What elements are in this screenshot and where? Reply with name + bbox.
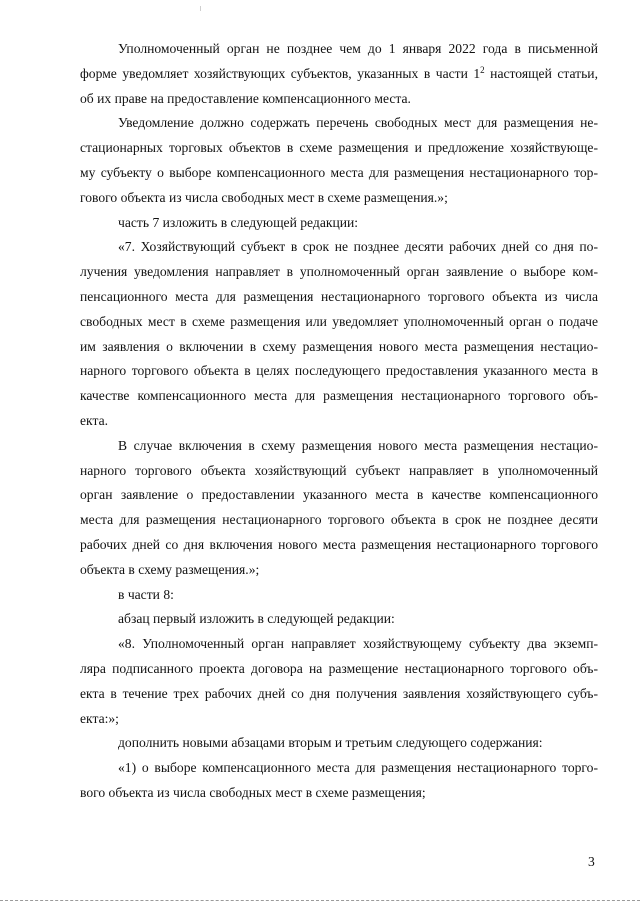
text-line: вого объекта из числа свободных мест в схеме размещения; <box>80 784 426 800</box>
text-line: места для размещения нестационарного торгового объекта в срок не позднее десяти <box>80 512 598 528</box>
text-line: екта в течение трех рабочих дней со дня получения заявления хозяйствующего субъ- <box>80 685 598 701</box>
text-line: му субъекту о выборе компенсационного места для размещения нестационарного тор- <box>80 164 598 180</box>
text-line <box>80 62 598 87</box>
paragraph <box>80 235 598 433</box>
paragraph <box>80 111 598 210</box>
text-line-part: настоящей статьи, <box>484 65 598 81</box>
paragraph <box>80 731 598 756</box>
text-line-part: форме уведомляет хозяйствующих субъектов, указанных в части 1 <box>80 65 481 81</box>
paragraph <box>80 632 598 731</box>
page-number: 3 <box>588 854 595 869</box>
text-line: «8. Уполномоченный орган направляет хозяйствующему субъекту два экземп- <box>118 636 598 652</box>
scan-mark <box>200 6 201 11</box>
scan-edge-line <box>0 900 640 901</box>
text-line: пенсационного места для размещения нестационарного торгового объекта из числа <box>80 288 598 304</box>
text-line: стационарных торговых объектов в схеме размещения и предложение хозяйствующе- <box>80 140 598 156</box>
text-line: Уполномоченный орган не позднее чем до 1 января 2022 года в письменной <box>118 41 598 56</box>
paragraph <box>80 583 598 608</box>
paragraph <box>80 756 598 806</box>
text-line: «7. Хозяйствующий субъект в срок не позднее десяти рабочих дней со дня по- <box>118 239 598 255</box>
document-body <box>80 37 598 806</box>
superscript: 2 <box>480 64 485 75</box>
text-line: ляра подписанного проекта договора на размещение нестационарного торгового объ- <box>80 660 598 676</box>
text-line: Уведомление должно содержать перечень свободных мест для размещения не- <box>118 115 598 131</box>
text-line: часть 7 изложить в следующей редакции: <box>118 214 359 230</box>
paragraph <box>80 434 598 583</box>
text-line: нарного торгового объекта хозяйствующий субъект направляет в уполномоченный <box>80 462 598 478</box>
text-line: в части 8: <box>118 586 174 602</box>
paragraph <box>80 607 598 632</box>
text-line: В случае включения в схему размещения нового места размещения нестацио- <box>118 437 598 453</box>
text-line: екта:»; <box>80 710 119 726</box>
text-line: екта. <box>80 412 108 428</box>
text-line: рабочих дней со дня включения нового места размещения нестационарного торгового <box>80 536 598 552</box>
text-line: дополнить новыми абзацами вторым и третьим следующего содержания: <box>118 735 543 751</box>
text-line: качестве компенсационного места для размещения нестационарного торгового объ- <box>80 388 598 404</box>
text-line: абзац первый изложить в следующей редакции: <box>118 611 395 627</box>
text-line: лучения уведомления направляет в уполномоченный орган заявление о выборе ком- <box>80 264 598 280</box>
text-line: объекта в схему размещения.»; <box>80 561 260 577</box>
text-line: нарного торгового объекта в целях последующего предоставления указанного места в <box>80 363 598 379</box>
text-line: свободных мест в схеме размещения или уведомляет уполномоченный орган о подаче <box>80 313 598 329</box>
paragraph <box>80 37 598 111</box>
text-line: «1) о выборе компенсационного места для размещения нестационарного торго- <box>118 760 598 776</box>
text-line: орган заявление о предоставлении указанного места в качестве компенсационного <box>80 487 598 503</box>
text-line: гового объекта из числа свободных мест в схеме размещения.»; <box>80 189 448 205</box>
paragraph <box>80 211 598 236</box>
text-line: им заявления о включении в схему размещения нового места размещения нестацио- <box>80 338 598 354</box>
text-line: об их праве на предоставление компенсационного места. <box>80 90 411 106</box>
